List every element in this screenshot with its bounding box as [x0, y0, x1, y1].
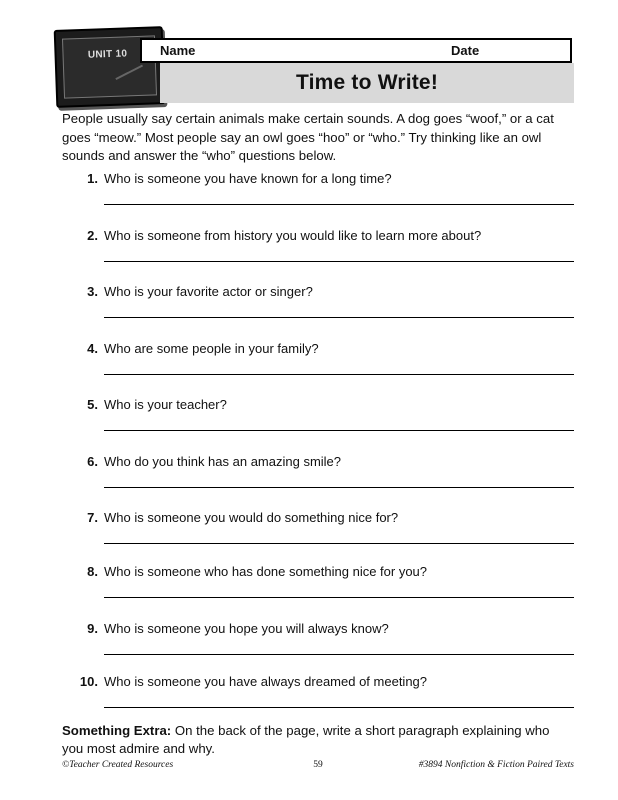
question-number: 3.: [87, 284, 98, 299]
title-banner: [160, 63, 574, 103]
question-text: Who is your favorite actor or singer?: [104, 284, 313, 299]
question-number: 4.: [87, 341, 98, 356]
question-number: 6.: [87, 454, 98, 469]
question-3: [62, 284, 574, 324]
question-4: [62, 341, 574, 381]
question-9: [62, 621, 574, 661]
page-title: Time to Write!: [295, 71, 439, 94]
footer-copyright: ©Teacher Created Resources: [62, 760, 174, 770]
answer-line[interactable]: [104, 374, 574, 375]
question-text: Who do you think has an amazing smile?: [104, 454, 342, 469]
question-5: [62, 397, 574, 437]
answer-line[interactable]: [104, 543, 574, 544]
intro-paragraph: People usually say certain animals make certain sounds. A dog goes “woof,” or a cat goes “meow.” Most people say an owl goes “hoo” or “who.” Try thinking like an owl sounds and answer the “who” questions below.: [62, 111, 554, 163]
question-text: Who is someone who has done something nice for you?: [104, 564, 428, 579]
question-number: 8.: [87, 564, 98, 579]
question-number: 2.: [87, 228, 98, 243]
answer-line[interactable]: [104, 204, 574, 205]
unit-label: UNIT 10: [87, 48, 128, 61]
footer-book-title: #3894 Nonfiction & Fiction Paired Texts: [418, 760, 574, 770]
question-text: Who is your teacher?: [104, 397, 227, 412]
question-6: [62, 454, 574, 494]
answer-line[interactable]: [104, 597, 574, 598]
page-footer: [62, 760, 574, 774]
footer-page-number: 59: [313, 760, 323, 770]
question-10: [62, 674, 574, 714]
chalk-icon: [115, 65, 143, 80]
answer-line[interactable]: [104, 487, 574, 488]
question-number: 10.: [79, 674, 98, 689]
question-text: Who is someone you hope you will always know?: [104, 621, 389, 636]
question-number: 1.: [87, 171, 98, 186]
question-1: [62, 171, 574, 211]
answer-line[interactable]: [104, 707, 574, 708]
date-label: Date: [451, 43, 480, 58]
question-text: Who is someone you would do something nice for?: [104, 510, 399, 525]
name-date-bar: [140, 38, 572, 63]
question-text: Who is someone you have always dreamed of meeting?: [104, 674, 428, 689]
answer-line[interactable]: [104, 261, 574, 262]
something-extra-label: Something Extra:: [62, 723, 172, 738]
question-8: [62, 564, 574, 604]
answer-line[interactable]: [104, 317, 574, 318]
question-number: 7.: [87, 510, 98, 525]
answer-line[interactable]: [104, 654, 574, 655]
question-7: [62, 510, 574, 550]
question-text: Who is someone you have known for a long time?: [104, 171, 392, 186]
answer-line[interactable]: [104, 430, 574, 431]
name-label: Name: [160, 43, 196, 58]
question-text: Who are some people in your family?: [104, 341, 319, 356]
question-text: Who is someone from history you would like to learn more about?: [104, 228, 482, 243]
something-extra: [62, 722, 574, 758]
question-number: 9.: [87, 621, 98, 636]
question-2: [62, 228, 574, 268]
question-number: 5.: [87, 397, 98, 412]
something-extra-text: On the back of the page, write a short paragraph explaining who you most admire and why.: [62, 723, 550, 756]
